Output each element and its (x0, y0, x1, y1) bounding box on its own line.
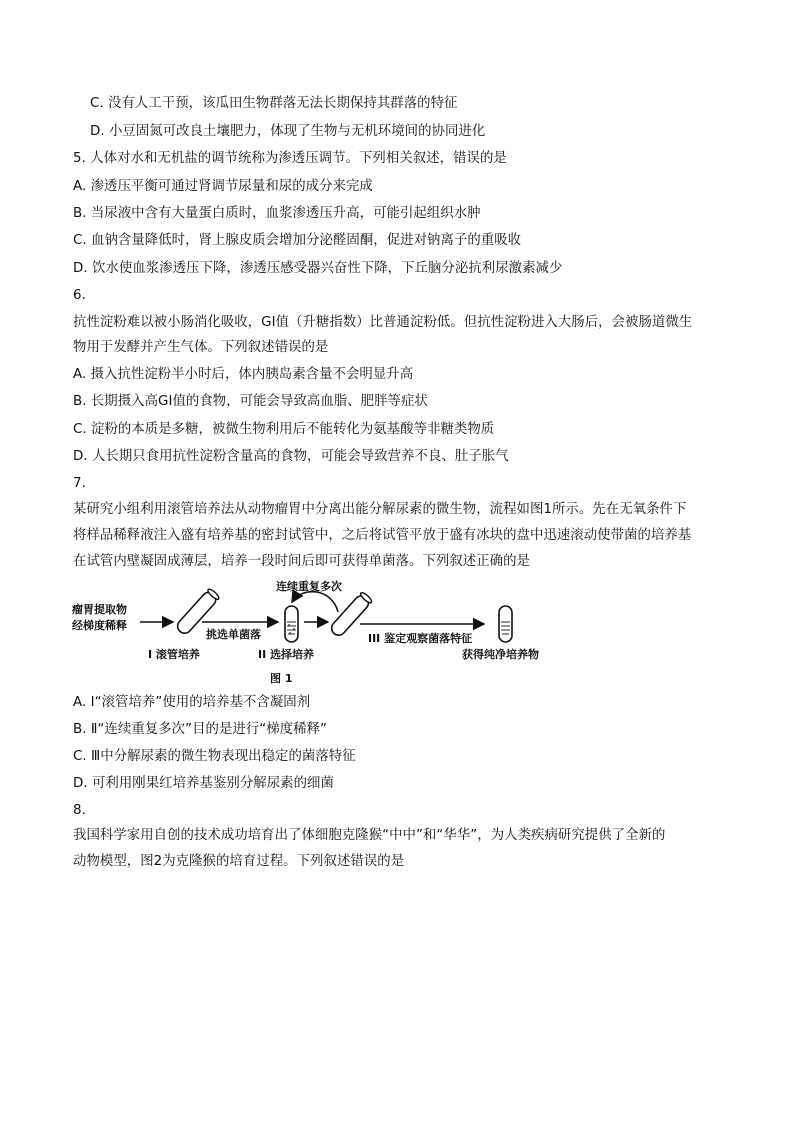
option-7b: B. Ⅱ“连续重复多次”目的是进行“梯度稀释” (73, 722, 328, 737)
option-7d: D. 可利用刚果红培养基鉴别分解尿素的细菌 (73, 776, 334, 791)
option-4d: D. 小豆固氮可改良土壤肥力，体现了生物与无机环境间的协同进化 (90, 124, 486, 139)
question-7-stem-line2: 将样品稀释液注入盛有培养基的密封试管中，之后将试管平放于盛有冰块的盘中迅速滚动使带菌的培养基 (73, 528, 692, 543)
question-7-stem-line3: 在试管内壁凝固成薄层，培养一段时间后即可获得单菌落。下列叙述正确的是 (73, 554, 530, 569)
tube-3-icon (329, 591, 373, 638)
question-8-number: 8. (73, 803, 86, 818)
option-6b: B. 长期摄入高GI值的食物，可能会导致高血脂、肥胖等症状 (73, 394, 428, 409)
option-5b: B. 当尿液中含有大量蛋白质时，血浆渗透压升高，可能引起组织水肿 (73, 206, 481, 221)
option-7a: A. Ⅰ“滚管培养”使用的培养基不含凝固剂 (73, 695, 311, 710)
figure-caption: 图 1 (270, 672, 293, 685)
option-7c: C. Ⅲ中分解尿素的微生物表现出稳定的菌落特征 (73, 749, 356, 764)
question-7-stem-line1: 某研究小组利用滚管培养法从动物瘤胃中分离出能分解尿素的微生物，流程如图1所示。先在无氧条件下 (73, 502, 687, 517)
step-1-label: I 滚管培养 (148, 648, 200, 661)
question-6-stem-line1: 抗性淀粉难以被小肠消化吸收，GI值（升糖指数）比普通淀粉低。但抗性淀粉进入大肠后，会被肠道微生 (73, 315, 693, 330)
option-6d: D. 人长期只食用抗性淀粉含量高的食物，可能会导致营养不良、肚子胀气 (73, 449, 509, 464)
question-5-stem: 5. 人体对水和无机盐的调节统称为渗透压调节。下列相关叙述，错误的是 (73, 151, 507, 166)
input-label-2: 经梯度稀释 (72, 619, 127, 632)
question-7-number: 7. (73, 476, 86, 491)
option-5c: C. 血钠含量降低时，肾上腺皮质会增加分泌醛固酮，促进对钠离子的重吸收 (73, 233, 522, 248)
loop-arrow (292, 592, 338, 612)
option-6a: A. 摄入抗性淀粉半小时后，体内胰岛素含量不会明显升高 (73, 367, 414, 382)
loop-label: 连续重复多次 (276, 580, 342, 593)
question-6-number: 6. (73, 288, 86, 303)
step-2-label: II 选择培养 (258, 648, 315, 661)
arrow-1-label: 挑选单菌落 (206, 628, 261, 641)
tube-4-icon (499, 606, 512, 642)
option-5a: A. 渗透压平衡可通过肾调节尿量和尿的成分来完成 (73, 179, 373, 194)
option-6c: C. 淀粉的本质是多糖，被微生物利用后不能转化为氨基酸等非糖类物质 (73, 422, 495, 437)
step-3-label: III 鉴定观察菌落特征 (368, 632, 473, 645)
input-label-1: 瘤胃提取物 (72, 603, 127, 616)
option-4c: C. 没有人工干预，该瓜田生物群落无法长期保持其群落的特征 (90, 96, 458, 111)
option-5d: D. 饮水使血浆渗透压下降，渗透压感受器兴奋性下降，下丘脑分泌抗利尿激素减少 (73, 261, 563, 276)
tube-2-icon (285, 606, 298, 642)
question-8-stem-line2: 动物模型，图2为克隆猴的培育过程。下列叙述错误的是 (73, 854, 405, 869)
question-8-stem-line1: 我国科学家用自创的技术成功培育出了体细胞克隆猴“中中”和“华华”，为人类疾病研究提供了全新的 (73, 828, 666, 843)
question-6-stem-line2: 物用于发酵并产生气体。下列叙述错误的是 (73, 340, 329, 355)
result-label: 获得纯净培养物 (462, 648, 539, 661)
figure-1-flow-diagram (70, 578, 560, 690)
